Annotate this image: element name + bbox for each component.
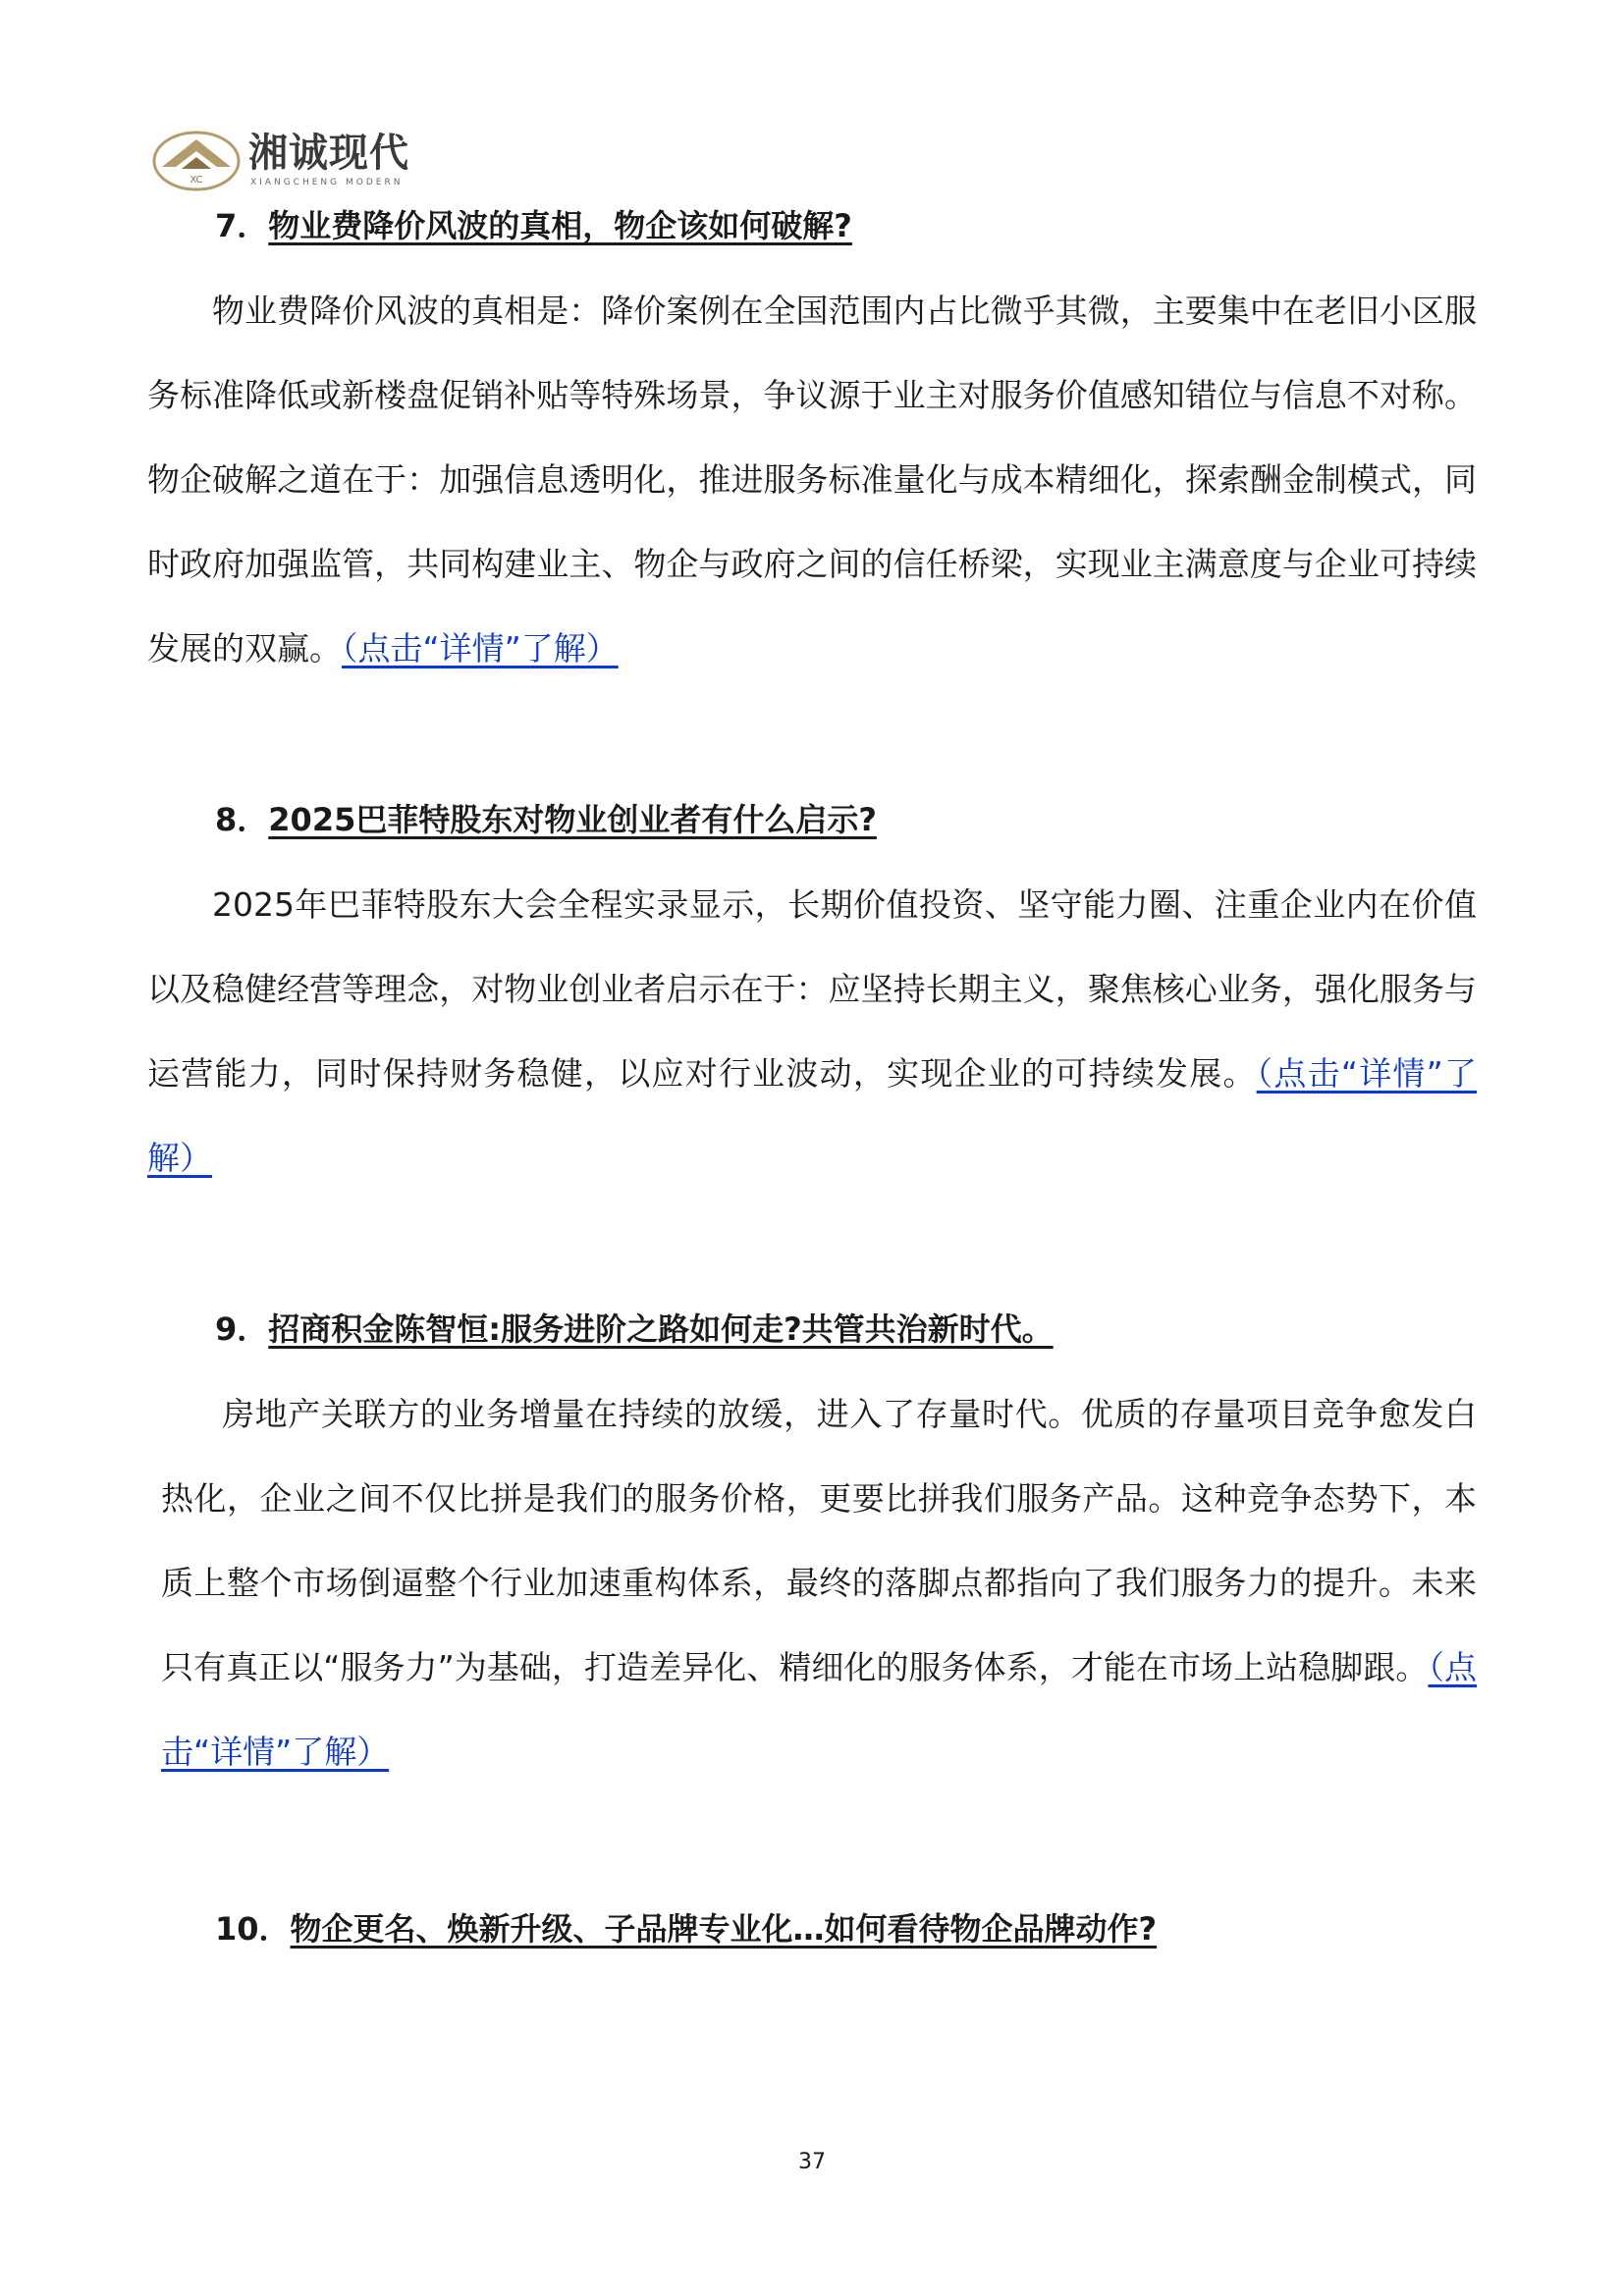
question-7 bbox=[147, 204, 1477, 691]
question-number: 10． bbox=[215, 1910, 291, 1948]
question-number: 8． bbox=[215, 801, 269, 838]
question-title bbox=[215, 1308, 1477, 1351]
question-title bbox=[215, 204, 1477, 247]
question-9 bbox=[147, 1308, 1477, 1794]
question-number: 7． bbox=[215, 207, 269, 244]
details-link[interactable]: （点击“详情”了解） bbox=[147, 1054, 1477, 1177]
question-number: 9． bbox=[215, 1310, 269, 1348]
company-logo bbox=[152, 130, 466, 198]
question-title bbox=[215, 798, 1477, 841]
question-title-text: 物企更名、焕新升级、子品牌专业化…如何看待物企品牌动作? bbox=[290, 1910, 1158, 1948]
question-8 bbox=[147, 798, 1477, 1201]
question-title-text: 物业费降价风波的真相，物企该如何破解? bbox=[268, 207, 852, 244]
question-body bbox=[147, 863, 1477, 1201]
logo-subtitle: XIANGCHENG MODERN bbox=[250, 178, 404, 187]
page-number: 37 bbox=[798, 2150, 826, 2174]
question-body bbox=[147, 269, 1477, 691]
answer-text: 物业费降价风波的真相是：降价案例在全国范围内占比微乎其微，主要集中在老旧小区服务标准降低或新楼盘促销补贴等特殊场景，争议源于业主对服务价值感知错位与信息不对称。物企破解之道在于：加强信息透明化，推进服务标准量化与成本精细化，探索酬金制模式，同时政府加强监管，共同构建业主、物企与政府之间的信任桥梁，实现业主满意度与企业可持续发展的双赢。 bbox=[147, 292, 1477, 667]
question-title-text: 2025巴菲特股东对物业创业者有什么启示? bbox=[268, 801, 877, 838]
logo-mark-text: XC bbox=[189, 175, 203, 186]
logo-mark-icon bbox=[152, 130, 241, 192]
details-link[interactable]: （点击“详情”了解） bbox=[342, 629, 619, 667]
question-title bbox=[215, 1907, 1477, 1950]
answer-text: 2025年巴菲特股东大会全程实录显示，长期价值投资、坚守能力圈、注重企业内在价值以及稳健经营等理念，对物业创业者启示在于：应坚持长期主义，聚焦核心业务，强化服务与运营能力，同时保持财务稳健，以应对行业波动，实现企业的可持续发展。 bbox=[147, 885, 1477, 1093]
logo-name: 湘诚现代 bbox=[248, 131, 409, 176]
question-body bbox=[147, 1372, 1477, 1794]
answer-text: 房地产关联方的业务增量在持续的放缓，进入了存量时代。优质的存量项目竞争愈发白热化，企业之间不仅比拼是我们的服务价格，更要比拼我们服务产品。这种竞争态势下，本质上整个市场倒逼整个行业加速重构体系，最终的落脚点都指向了我们服务力的提升。未来只有真正以“服务力”为基础，打造差异化、精细化的服务体系，才能在市场上站稳脚跟。 bbox=[161, 1395, 1477, 1686]
details-link[interactable]: （点击“详情”了解） bbox=[161, 1648, 1477, 1771]
question-10 bbox=[147, 1907, 1477, 1950]
question-title-text: 招商积金陈智恒:服务进阶之路如何走?共管共治新时代。 bbox=[268, 1310, 1054, 1348]
